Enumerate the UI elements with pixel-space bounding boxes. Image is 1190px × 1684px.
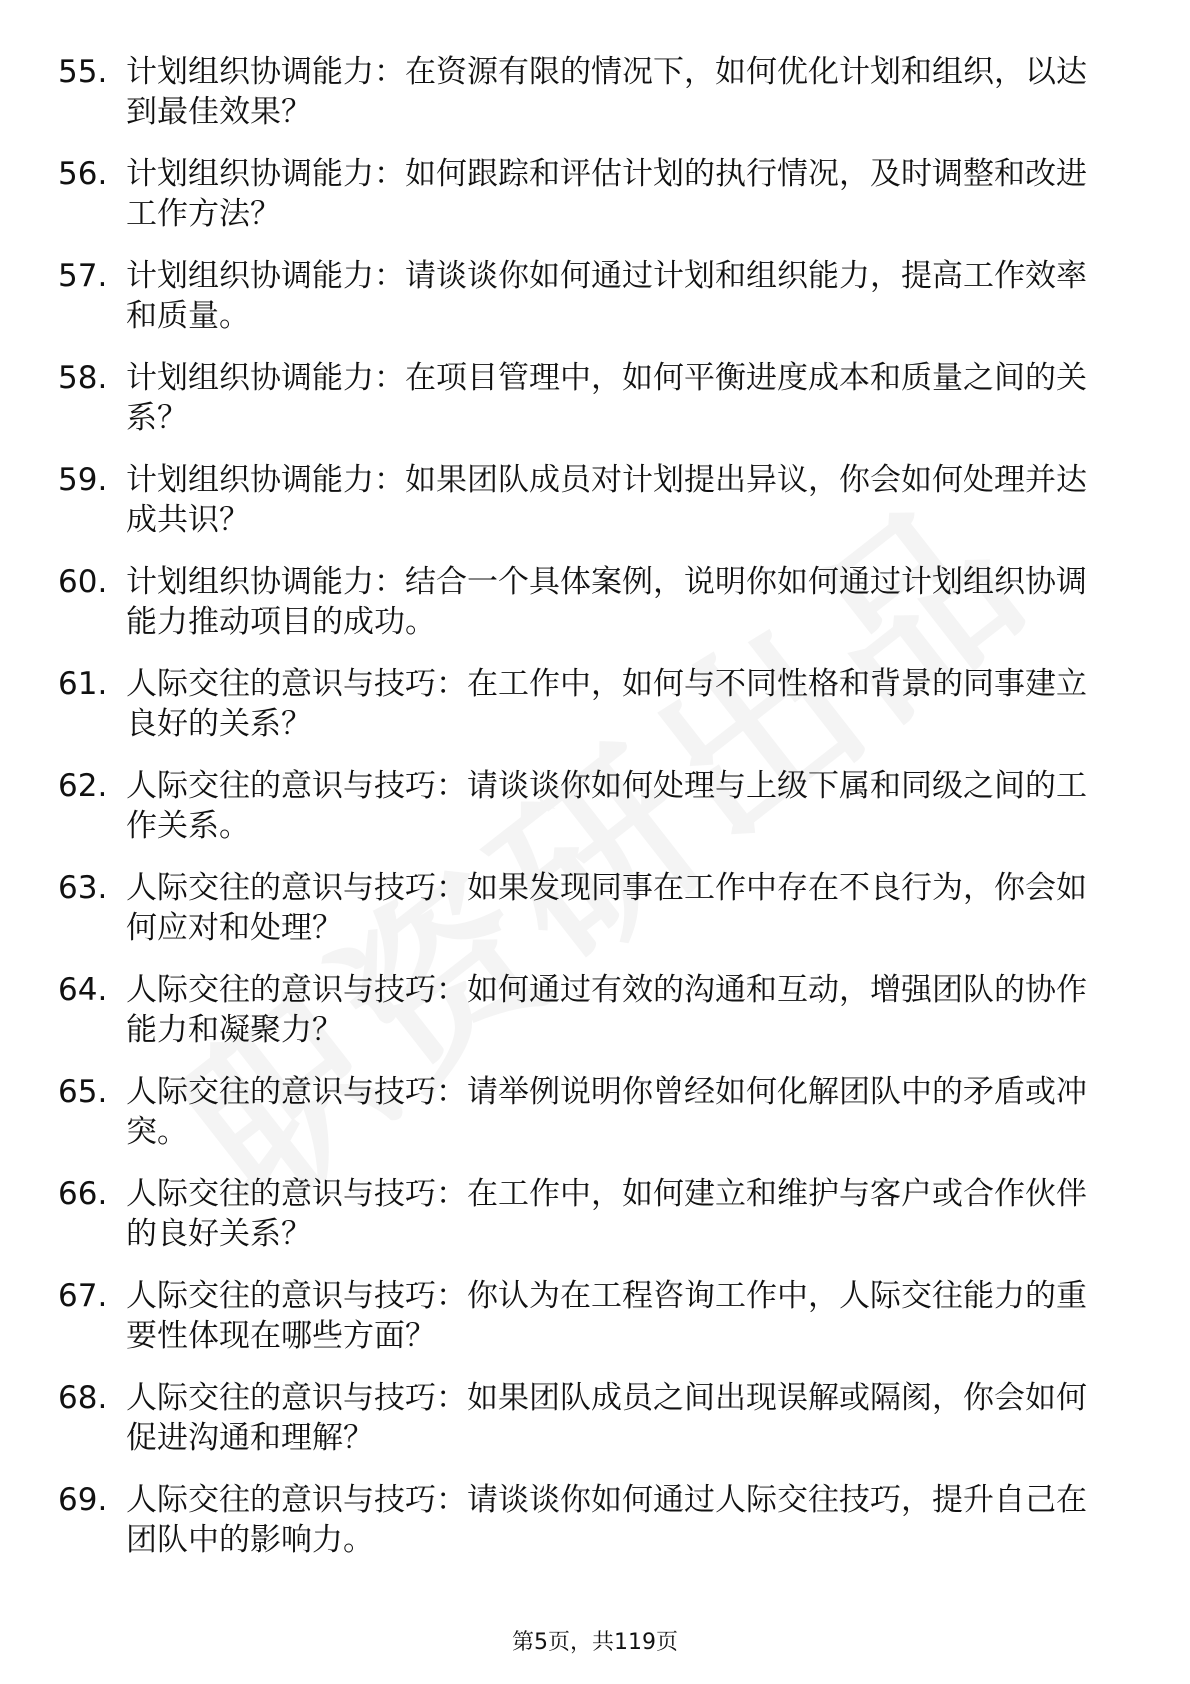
question-text: 计划组织协调能力：如何跟踪和评估计划的执行情况，及时调整和改进工作方法？ <box>126 156 1087 232</box>
question-item-62 <box>58 766 1108 846</box>
question-item-58 <box>58 358 1108 438</box>
question-item-60 <box>58 562 1108 642</box>
question-number: 62. <box>58 768 108 804</box>
question-number: 64. <box>58 972 108 1008</box>
page-footer <box>0 1625 1190 1656</box>
page-number-label: 第5页，共119页 <box>512 1630 678 1655</box>
question-item-69 <box>58 1480 1108 1560</box>
question-item-63 <box>58 868 1108 948</box>
question-item-56 <box>58 154 1108 234</box>
question-text: 人际交往的意识与技巧：如果团队成员之间出现误解或隔阂，你会如何促进沟通和理解？ <box>126 1380 1087 1456</box>
question-number: 56. <box>58 156 108 192</box>
question-text: 人际交往的意识与技巧：请谈谈你如何处理与上级下属和同级之间的工作关系。 <box>126 768 1087 844</box>
question-number: 69. <box>58 1482 108 1518</box>
question-text: 人际交往的意识与技巧：你认为在工程咨询工作中，人际交往能力的重要性体现在哪些方面？ <box>126 1278 1087 1354</box>
question-text: 人际交往的意识与技巧：如何通过有效的沟通和互动，增强团队的协作能力和凝聚力？ <box>126 972 1087 1048</box>
question-item-64 <box>58 970 1108 1050</box>
question-number: 57. <box>58 258 108 294</box>
question-item-59 <box>58 460 1108 540</box>
question-text: 计划组织协调能力：在资源有限的情况下，如何优化计划和组织，以达到最佳效果？ <box>126 54 1087 130</box>
question-item-67 <box>58 1276 1108 1356</box>
question-list <box>58 52 1108 1582</box>
question-number: 61. <box>58 666 108 702</box>
question-number: 63. <box>58 870 108 906</box>
question-item-57 <box>58 256 1108 336</box>
question-text: 计划组织协调能力：请谈谈你如何通过计划和组织能力，提高工作效率和质量。 <box>126 258 1087 334</box>
question-text: 人际交往的意识与技巧：请谈谈你如何通过人际交往技巧，提升自己在团队中的影响力。 <box>126 1482 1087 1558</box>
question-text: 人际交往的意识与技巧：请举例说明你曾经如何化解团队中的矛盾或冲突。 <box>126 1074 1087 1150</box>
question-item-65 <box>58 1072 1108 1152</box>
question-item-55 <box>58 52 1108 132</box>
question-number: 55. <box>58 54 108 90</box>
question-number: 60. <box>58 564 108 600</box>
question-text: 计划组织协调能力：如果团队成员对计划提出异议，你会如何处理并达成共识？ <box>126 462 1087 538</box>
question-text: 计划组织协调能力：结合一个具体案例，说明你如何通过计划组织协调能力推动项目的成功。 <box>126 564 1087 640</box>
question-number: 66. <box>58 1176 108 1212</box>
question-text: 人际交往的意识与技巧：在工作中，如何建立和维护与客户或合作伙伴的良好关系？ <box>126 1176 1087 1252</box>
question-text: 人际交往的意识与技巧：如果发现同事在工作中存在不良行为，你会如何应对和处理？ <box>126 870 1087 946</box>
question-item-66 <box>58 1174 1108 1254</box>
question-number: 68. <box>58 1380 108 1416</box>
question-number: 58. <box>58 360 108 396</box>
question-number: 67. <box>58 1278 108 1314</box>
question-text: 人际交往的意识与技巧：在工作中，如何与不同性格和背景的同事建立良好的关系？ <box>126 666 1087 742</box>
question-item-68 <box>58 1378 1108 1458</box>
question-number: 59. <box>58 462 108 498</box>
question-text: 计划组织协调能力：在项目管理中，如何平衡进度成本和质量之间的关系？ <box>126 360 1087 436</box>
question-item-61 <box>58 664 1108 744</box>
question-number: 65. <box>58 1074 108 1110</box>
